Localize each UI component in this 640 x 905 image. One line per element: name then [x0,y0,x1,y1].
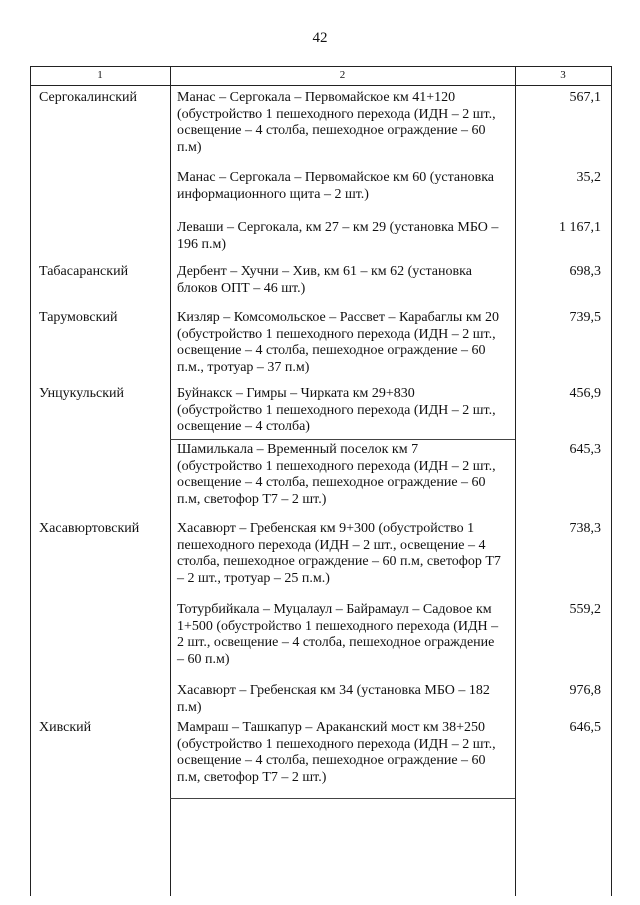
column-header-2: 2 [339,69,346,81]
district-name: Унцукульский [39,386,125,401]
cost-value: 738,3 [569,521,601,536]
table-left-border [30,66,31,896]
table-top-border [30,66,612,67]
column-divider-2 [515,66,516,896]
district-name: Табасаранский [39,264,129,279]
table-right-border [611,66,612,896]
work-description: Шамилькала – Временный поселок км 7 (обустройство 1 пешеходного перехода (ИДН – 2 шт., освещение – 4 столба, пешеходное ограждение – 60 п.м, светофор Т7 – 2 шт.) [177,442,496,507]
cost-value: 645,3 [569,442,601,457]
column-header-1: 1 [97,69,103,81]
cost-value: 567,1 [569,90,601,105]
work-description: Тотурбийкала – Муцалаул – Байрамаул – Садовое км 1+500 (обустройство 1 пешеходного перехода (ИДН – 2 шт., освещение – 4 столба, пешеходное ограждение – 60 п.м) [177,602,499,667]
district-name: Сергокалинский [39,90,138,105]
district-name: Хивский [39,720,92,735]
road-works-table [30,66,612,896]
district-name: Тарумовский [39,310,118,325]
row-separator [170,439,515,440]
cost-value: 456,9 [569,386,601,401]
header-bottom-border [30,85,612,86]
cost-value: 35,2 [576,170,601,185]
cost-value: 1 167,1 [559,220,601,235]
work-description: Хасавюрт – Гребенская км 9+300 (обустройство 1 пешеходного перехода (ИДН – 2 шт., освещение – 4 столба, пешеходное ограждение – 60 п.м, светофор Т7 – 2 шт., тротуар – 25 п.м.) [177,521,501,586]
work-description: Буйнакск – Гимры – Чирката км 29+830 (обустройство 1 пешеходного перехода (ИДН – 2 шт., освещение – 4 столба) [177,386,496,434]
work-description: Манас – Сергокала – Первомайское км 41+120 (обустройство 1 пешеходного перехода (ИДН – 2 шт., освещение – 4 столба, пешеходное ограждение – 60 п.м) [177,90,496,155]
cost-value: 976,8 [569,683,601,698]
cost-value: 698,3 [569,264,601,279]
work-description: Кизляр – Комсомольское – Рассвет – Карабаглы км 20 (обустройство 1 пешеходного перехода (ИДН – 2 шт., освещение – 4 столба, пешеходное ограждение – 60 п.м., тротуар – 37 п.м) [177,310,499,375]
work-description: Манас – Сергокала – Первомайское км 60 (установка информационного щита – 2 шт.) [177,170,495,202]
column-header-3: 3 [560,69,566,81]
page-number: 42 [312,30,328,46]
cost-value: 646,5 [569,720,601,735]
work-description: Хасавюрт – Гребенская км 34 (установка МБО – 182 п.м) [177,683,490,715]
cost-value: 739,5 [569,310,601,325]
work-description: Леваши – Сергокала, км 27 – км 29 (установка МБО – 196 п.м) [177,220,499,252]
row-separator [170,798,515,799]
work-description: Дербент – Хучни – Хив, км 61 – км 62 (установка блоков ОПТ – 46 шт.) [177,264,472,296]
district-name: Хасавюртовский [39,521,140,536]
work-description: Мамраш – Ташкапур – Араканский мост км 38+250 (обустройство 1 пешеходного перехода (ИДН – 2 шт., освещение – 4 столба, пешеходное ограждение – 60 п.м, светофор Т7 – 2 шт.) [177,720,496,785]
column-divider-1 [170,66,171,896]
cost-value: 559,2 [569,602,601,617]
